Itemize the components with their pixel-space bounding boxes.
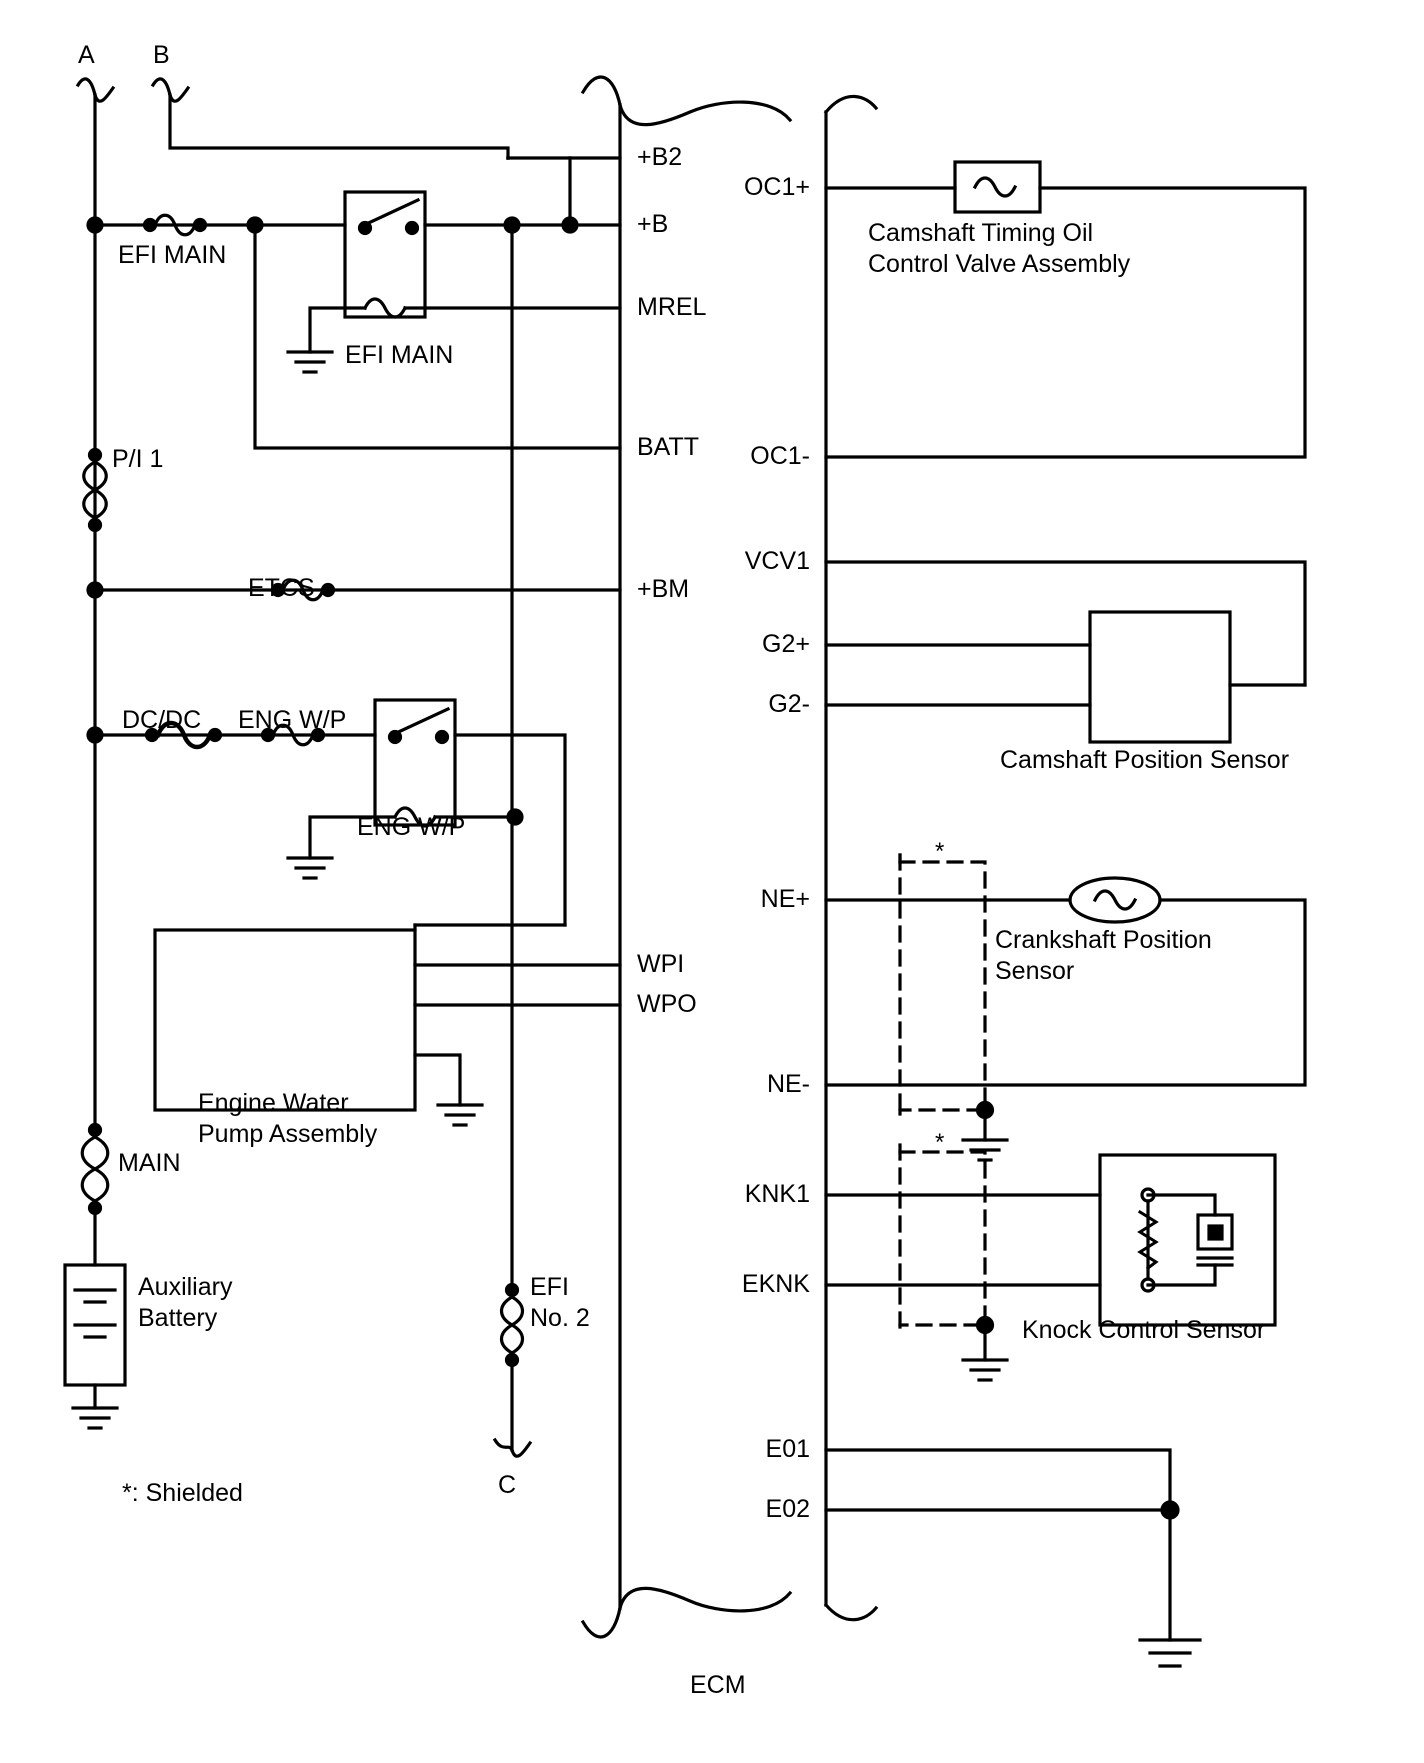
pin-label-eknk: EKNK [741,1270,810,1298]
label-fuse-dc-dc: DC/DC [122,706,202,734]
ground-symbol-knock-shield [963,1360,1007,1380]
ecm-body-outline [583,77,876,1637]
fuse-efi-main-symbol [145,215,206,235]
pin-label-oc1-plus: OC1+ [743,173,810,201]
junction-dot [88,218,102,232]
label-auxiliary-battery: Auxiliary Battery [138,1273,233,1332]
label-fuse-efi-main: EFI MAIN [118,241,227,269]
shield-box-knock [900,1152,985,1325]
auxiliary-battery-symbol [65,1265,125,1385]
ground-symbol-ecm [1140,1640,1200,1666]
pin-label-wpi: WPI [637,950,685,978]
label-knock-control-sensor: Knock Control Sensor [1022,1316,1266,1344]
footnote-shielded: *: Shielded [122,1479,243,1507]
connector-label-c: C [498,1471,517,1499]
label-relay-eng-wp: ENG W/P [357,813,466,841]
label-crankshaft-position-sensor: Crankshaft Position Sensor [995,926,1212,985]
junction-dot [88,583,102,597]
pin-label-g2-plus: G2+ [762,630,810,658]
connector-a-lead [78,79,113,1130]
label-fusible-link-pi1: P/I 1 [112,445,164,473]
pump-ground-wire [415,1055,460,1105]
pin-label-knk1: KNK1 [744,1180,810,1208]
pin-label-vcv1: VCV1 [744,547,810,575]
pin-label-mrel: MREL [637,293,707,321]
connector-label-a: A [78,41,95,69]
label-fuse-efi-no2: EFI No. 2 [530,1273,590,1332]
e01-wire [826,1450,1170,1510]
label-camshaft-position-sensor: Camshaft Position Sensor [1000,746,1290,774]
pin-label-wpo: WPO [637,990,697,1018]
pin-label-plus-b2: +B2 [637,143,683,171]
pin-label-e02: E02 [765,1495,810,1523]
junction-dot [508,810,522,824]
oil-control-valve-coil [955,162,1040,212]
junction-dot [88,728,102,742]
connector-label-b: B [153,41,170,69]
ground-symbol-pump [438,1105,482,1125]
engine-water-pump-box [155,930,415,1110]
pin-label-batt: BATT [637,433,700,461]
label-relay-efi-main: EFI MAIN [345,341,454,369]
label-engine-water-pump: Engine Water Pump Assembly [198,1089,378,1148]
shield-asterisk-knock: * [935,1129,945,1156]
pin-label-plus-bm: +BM [637,575,690,603]
label-fuse-etcs: ETCS [248,574,315,602]
ground-symbol-efi-main-relay [288,352,332,372]
relay-efi-main-ground-wire [310,308,345,352]
pin-label-ne-minus: NE- [766,1070,810,1098]
crankshaft-sensor-coil [1070,878,1160,922]
ecm-title: ECM [690,1671,746,1699]
junction-dot [563,218,577,232]
pin-label-ne-plus: NE+ [760,885,810,913]
pin-label-e01: E01 [765,1435,810,1463]
vcv1-wire [826,562,1305,685]
knock-control-sensor-box [1100,1155,1275,1325]
ground-symbol-battery [73,1408,117,1428]
ground-symbol-crankshaft-shield [963,1140,1007,1160]
pin-label-oc1-minus: OC1- [750,442,810,470]
eng-wp-relay-out-wire [455,735,565,925]
fusible-link-main-symbol [82,1125,108,1214]
label-fuse-eng-wp: ENG W/P [238,706,347,734]
ground-symbol-eng-wp-relay [288,858,332,878]
connector-b-lead [153,79,508,158]
label-fusible-link-main: MAIN [118,1149,181,1177]
relay-eng-wp-symbol [375,700,455,826]
pin-label-plus-b: +B [637,210,669,238]
camshaft-position-sensor-box [1090,612,1230,742]
fusible-link-pi1-symbol [84,450,107,531]
label-camshaft-timing-oil-control-valve: Camshaft Timing Oil Control Valve Assembly [868,219,1131,278]
shield-asterisk-crankshaft: * [935,838,945,865]
fuse-efi-no2-symbol [502,1285,523,1366]
pin-label-g2-minus: G2- [768,690,810,718]
shield-box-crankshaft [900,855,985,1118]
relay-efi-main-symbol [345,192,425,317]
